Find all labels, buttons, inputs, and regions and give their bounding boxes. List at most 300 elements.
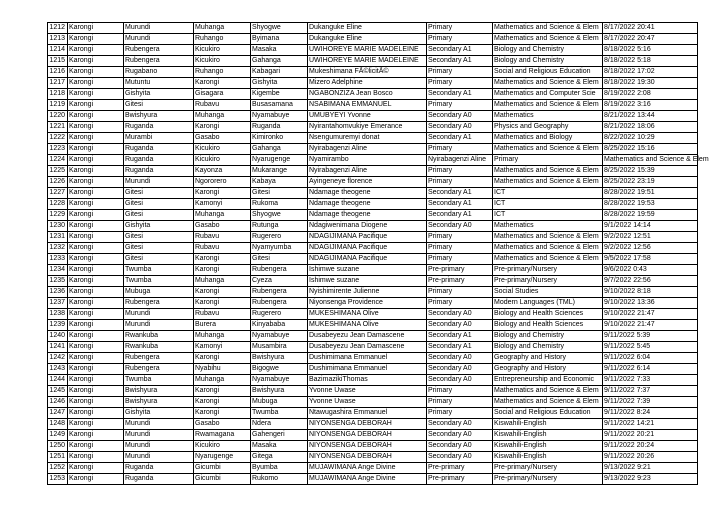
table-cell: Karongi — [68, 34, 124, 45]
table-row — [48, 144, 698, 155]
table-cell: Pre-primary/Nursery — [493, 265, 603, 276]
table-cell: 1225 — [48, 166, 68, 177]
table-cell: NDAGIJIMANA Pacifique — [308, 243, 427, 254]
table-cell: Karongi — [68, 452, 124, 463]
table-cell: ICT — [493, 199, 603, 210]
table-row — [48, 122, 698, 133]
table-cell: Kicukiro — [194, 144, 251, 155]
table-cell: ICT — [493, 210, 603, 221]
table-cell: NIYONSENGA DEBORAH — [308, 441, 427, 452]
table-cell: Mathematics and Science & Elem — [493, 23, 603, 34]
table-cell: Gitesi — [124, 254, 194, 265]
table-cell: Mathematics and Science & Elem — [493, 78, 603, 89]
table-cell: Pre-primary — [427, 474, 493, 485]
table-cell: Primary — [427, 100, 493, 111]
table-cell: Ndagiwenimana Diogene — [308, 221, 427, 232]
table-cell: Kicukiro — [194, 45, 251, 56]
table-cell: Karongi — [194, 254, 251, 265]
table-cell: Pre-primary — [427, 276, 493, 287]
table-cell: MUJAWIMANA Ange Divine — [308, 463, 427, 474]
table-cell: Murundi — [124, 441, 194, 452]
table-cell: 8/28/2022 19:53 — [603, 199, 698, 210]
table-cell: Rubavu — [194, 309, 251, 320]
table-cell: Karongi — [68, 375, 124, 386]
table-cell: 1249 — [48, 430, 68, 441]
table-cell: 8/18/2022 5:18 — [603, 56, 698, 67]
table-cell: Ruganda — [124, 166, 194, 177]
table-cell: Pre-primary/Nursery — [493, 276, 603, 287]
table-cell: Secondary A0 — [427, 375, 493, 386]
table-cell: Biology and Health Sciences — [493, 309, 603, 320]
table-cell: Masaka — [251, 45, 308, 56]
table-cell: Pre-primary/Nursery — [493, 463, 603, 474]
table-cell: Secondary A0 — [427, 221, 493, 232]
table-cell: Mutuntu — [124, 78, 194, 89]
table-cell: Primary — [427, 78, 493, 89]
table-cell: Secondary A0 — [427, 364, 493, 375]
table-cell: Busasamana — [251, 100, 308, 111]
table-cell: 1212 — [48, 23, 68, 34]
table-cell: 8/18/2022 17:02 — [603, 67, 698, 78]
table-cell: Karongi — [68, 188, 124, 199]
table-cell: Mathematics — [493, 221, 603, 232]
table-cell: Rubengera — [124, 56, 194, 67]
table-cell: Ruganda — [124, 463, 194, 474]
table-row — [48, 441, 698, 452]
table-cell: Secondary A1 — [427, 210, 493, 221]
table-row — [48, 166, 698, 177]
table-cell: Byumba — [251, 463, 308, 474]
table-cell: 9/11/2022 7:39 — [603, 397, 698, 408]
table-cell: Twumba — [124, 265, 194, 276]
table-cell: Bwishyura — [251, 353, 308, 364]
table-cell: NDAGIJIMANA Pacifique — [308, 254, 427, 265]
table-cell: Mathematics and Biology — [493, 133, 603, 144]
table-cell: Karongi — [68, 210, 124, 221]
table-cell: Mukarange — [251, 166, 308, 177]
table-cell: NIYONSENGA DEBORAH — [308, 430, 427, 441]
table-cell: Geography and History — [493, 364, 603, 375]
table-cell: Karongi — [68, 243, 124, 254]
table-cell: 9/2/2022 12:51 — [603, 232, 698, 243]
table-row — [48, 419, 698, 430]
table-cell: Gitesi — [124, 188, 194, 199]
table-cell: Cyeza — [251, 276, 308, 287]
table-cell: Nyamabuye — [251, 375, 308, 386]
table-cell: 9/11/2022 8:24 — [603, 408, 698, 419]
table-cell: Karongi — [68, 320, 124, 331]
table-cell: Mathematics — [493, 111, 603, 122]
table-cell: 9/10/2022 8:18 — [603, 287, 698, 298]
table-cell: Ayingeneye florence — [308, 177, 427, 188]
table-cell: Ruganda — [124, 155, 194, 166]
table-cell: Karongi — [68, 232, 124, 243]
table-cell: Karongi — [194, 397, 251, 408]
table-cell: Murundi — [124, 34, 194, 45]
table-cell: 1224 — [48, 155, 68, 166]
table-cell: Mathematics and Science & Elem — [493, 397, 603, 408]
table-cell: 1233 — [48, 254, 68, 265]
table-row — [48, 342, 698, 353]
table-cell: Gasabo — [194, 419, 251, 430]
table-cell: Ndamage theogene — [308, 210, 427, 221]
table-cell: 1240 — [48, 331, 68, 342]
table-cell: Primary — [493, 155, 603, 166]
table-cell: 8/19/2022 2:08 — [603, 89, 698, 100]
table-cell: Gitesi — [124, 199, 194, 210]
table-row — [48, 331, 698, 342]
table-cell: Bwishyura — [124, 397, 194, 408]
table-cell: Mathematics and Science & Elem — [493, 386, 603, 397]
table-cell: Nyarugenge — [194, 452, 251, 463]
table-cell: Karongi — [68, 155, 124, 166]
table-cell: Gitega — [251, 452, 308, 463]
table-cell: 1227 — [48, 188, 68, 199]
table-cell: Ndera — [251, 419, 308, 430]
table-cell: Niyonsenga Providence — [308, 298, 427, 309]
table-cell: Karongi — [68, 67, 124, 78]
table-row — [48, 188, 698, 199]
table-cell: Bwishyura — [251, 386, 308, 397]
table-cell: Primary — [427, 144, 493, 155]
table-cell: Secondary A0 — [427, 430, 493, 441]
table-cell: 1222 — [48, 133, 68, 144]
table-cell: Twumba — [251, 408, 308, 419]
table-cell: 8/28/2022 19:51 — [603, 188, 698, 199]
table-row — [48, 111, 698, 122]
table-row — [48, 408, 698, 419]
table-cell: 9/11/2022 5:39 — [603, 331, 698, 342]
table-cell: Secondary A1 — [427, 56, 493, 67]
table-cell: Primary — [427, 23, 493, 34]
table-cell: 9/1/2022 14:14 — [603, 221, 698, 232]
table-row — [48, 199, 698, 210]
table-cell: 9/6/2022 0:43 — [603, 265, 698, 276]
table-cell: Murundi — [124, 320, 194, 331]
table-cell: Secondary A1 — [427, 45, 493, 56]
table-cell: 1239 — [48, 320, 68, 331]
table-cell: Byimana — [251, 34, 308, 45]
table-cell: 1245 — [48, 386, 68, 397]
table-cell: Gitesi — [124, 210, 194, 221]
table-cell: NDAGIJIMANA Pacifique — [308, 232, 427, 243]
table-cell: Yvonne Uwase — [308, 386, 427, 397]
table-cell: NGABONZIZA Jean Bosco — [308, 89, 427, 100]
table-cell: Masaka — [251, 441, 308, 452]
table-cell: 1247 — [48, 408, 68, 419]
table-cell: Geography and History — [493, 353, 603, 364]
table-cell: Nyamyumba — [251, 243, 308, 254]
table-cell: Kinyababa — [251, 320, 308, 331]
table-cell: Rubengera — [251, 298, 308, 309]
table-cell: MUKESHIMANA Olive — [308, 309, 427, 320]
table-cell: Primary — [427, 166, 493, 177]
table-cell: Gishyita — [124, 408, 194, 419]
table-cell: Entrepreneurship and Economic — [493, 375, 603, 386]
table-cell: Mathematics and Science & Elem — [493, 166, 603, 177]
table-cell: Secondary A0 — [427, 111, 493, 122]
table-cell: 1234 — [48, 265, 68, 276]
table-cell: Rugerero — [251, 309, 308, 320]
table-cell: 1228 — [48, 199, 68, 210]
table-cell: Ntawugashira Emmanuel — [308, 408, 427, 419]
table-cell: Gahanga — [251, 56, 308, 67]
table-cell: Dusabeyezu Jean Damascene — [308, 342, 427, 353]
table-cell: Primary — [427, 243, 493, 254]
table-cell: Gitesi — [251, 188, 308, 199]
table-cell: Nyirabagenzi Aline — [308, 144, 427, 155]
table-cell: Dukanguke Eline — [308, 34, 427, 45]
table-cell: Karongi — [194, 265, 251, 276]
table-cell: Karongi — [68, 78, 124, 89]
table-cell: 8/18/2022 5:16 — [603, 45, 698, 56]
table-cell: 8/22/2022 10:29 — [603, 133, 698, 144]
table-cell: 8/25/2022 15:16 — [603, 144, 698, 155]
table-cell: Bwishyura — [124, 111, 194, 122]
table-cell: 1226 — [48, 177, 68, 188]
table-cell: Gicumbi — [194, 463, 251, 474]
table-cell: 9/5/2022 17:58 — [603, 254, 698, 265]
table-cell: Gitesi — [124, 100, 194, 111]
table-row — [48, 100, 698, 111]
table-cell: Mukeshimana FÃ©licitÃ© — [308, 67, 427, 78]
table-cell: Bigogwe — [251, 364, 308, 375]
table-cell: Rubengera — [251, 287, 308, 298]
table-row — [48, 221, 698, 232]
table-cell: Nyamabuye — [251, 111, 308, 122]
table-cell: Nyishimirente Julienne — [308, 287, 427, 298]
table-cell: Kiswahili-English — [493, 430, 603, 441]
table-cell: Karongi — [68, 177, 124, 188]
table-cell: 1238 — [48, 309, 68, 320]
table-cell: MUKESHIMANA Olive — [308, 320, 427, 331]
table-cell: 9/10/2022 21:47 — [603, 309, 698, 320]
table-cell: Karongi — [194, 78, 251, 89]
table-cell: Gishyita — [251, 78, 308, 89]
table-cell: Mathematics and Computer Scie — [493, 89, 603, 100]
table-row — [48, 78, 698, 89]
table-cell: Karongi — [68, 265, 124, 276]
table-cell: 8/17/2022 20:47 — [603, 34, 698, 45]
table-cell: Murundi — [124, 452, 194, 463]
table-cell: Dushimimana Emmanuel — [308, 364, 427, 375]
table-cell: 8/21/2022 13:44 — [603, 111, 698, 122]
table-cell: Social and Religious Education — [493, 67, 603, 78]
table-cell: Rubengera — [124, 298, 194, 309]
table-cell: Dushimimana Emmanuel — [308, 353, 427, 364]
table-cell: 8/19/2022 3:16 — [603, 100, 698, 111]
table-cell: 9/11/2022 20:24 — [603, 441, 698, 452]
table-cell: Karongi — [68, 474, 124, 485]
table-cell: 1229 — [48, 210, 68, 221]
table-cell: 9/11/2022 14:21 — [603, 419, 698, 430]
table-cell: Karongi — [68, 364, 124, 375]
table-cell: Kiswahili-English — [493, 441, 603, 452]
table-cell: Mathematics and Science & Elem — [493, 177, 603, 188]
table-row — [48, 386, 698, 397]
table-cell: Kamonyi — [194, 342, 251, 353]
table-cell: Mathematics and Science & Elem — [493, 243, 603, 254]
table-cell: Rugerero — [251, 232, 308, 243]
table-row — [48, 177, 698, 188]
table-cell: Karongi — [68, 89, 124, 100]
table-cell: Ruganda — [124, 144, 194, 155]
table-cell: Karongi — [194, 287, 251, 298]
table-cell: 1246 — [48, 397, 68, 408]
table-cell: 1216 — [48, 67, 68, 78]
table-cell: Karongi — [68, 309, 124, 320]
table-cell: Karongi — [68, 353, 124, 364]
table-cell: Kayonza — [194, 166, 251, 177]
table-cell: 9/11/2022 7:37 — [603, 386, 698, 397]
table-cell: Kiswahili-English — [493, 452, 603, 463]
table-cell: Gasabo — [194, 133, 251, 144]
table-cell: Karongi — [68, 144, 124, 155]
table-cell: Karongi — [68, 287, 124, 298]
table-cell: Karongi — [194, 122, 251, 133]
table-cell: Burera — [194, 320, 251, 331]
table-cell: 9/10/2022 13:36 — [603, 298, 698, 309]
table-cell: ICT — [493, 188, 603, 199]
table-cell: Rwamagana — [194, 430, 251, 441]
table-cell: Secondary A1 — [427, 188, 493, 199]
table-cell: Karongi — [68, 331, 124, 342]
table-cell: Muhanga — [194, 375, 251, 386]
table-cell: Rwankuba — [124, 342, 194, 353]
table-row — [48, 34, 698, 45]
table-cell: Mathematics and Science & Elem — [493, 100, 603, 111]
table-cell: Rubengera — [251, 265, 308, 276]
table-cell: Nyabihu — [194, 364, 251, 375]
table-cell: 1253 — [48, 474, 68, 485]
table-cell: Muhanga — [194, 331, 251, 342]
table-cell: Secondary A0 — [427, 419, 493, 430]
table-cell: Ruhango — [194, 34, 251, 45]
table-cell: 1215 — [48, 56, 68, 67]
table-cell: Kabaya — [251, 177, 308, 188]
table-cell: Muhanga — [194, 23, 251, 34]
table-cell: Mathematics and Science & Elem — [493, 254, 603, 265]
table-cell: 1235 — [48, 276, 68, 287]
table-cell: Ndamage theogene — [308, 188, 427, 199]
table-cell: Primary — [427, 34, 493, 45]
table-cell: Rubavu — [194, 100, 251, 111]
table-cell: Karongi — [68, 254, 124, 265]
table-cell: Primary — [427, 408, 493, 419]
table-cell: Biology and Chemistry — [493, 342, 603, 353]
table-cell: 1251 — [48, 452, 68, 463]
table-cell: Secondary A1 — [427, 133, 493, 144]
table-cell: 8/28/2022 19:59 — [603, 210, 698, 221]
table-cell: Karongi — [68, 342, 124, 353]
table-body — [48, 23, 709, 485]
table-cell: Biology and Health Sciences — [493, 320, 603, 331]
table-row — [48, 155, 698, 166]
table-cell: Dusabeyezu Jean Damascene — [308, 331, 427, 342]
table-cell: Kimironko — [251, 133, 308, 144]
table-cell: Gisagara — [194, 89, 251, 100]
table-cell: Primary — [427, 298, 493, 309]
table-cell: 1232 — [48, 243, 68, 254]
table-cell: Ruganda — [124, 474, 194, 485]
table-cell: Rubengera — [124, 364, 194, 375]
table-cell: Gahanga — [251, 144, 308, 155]
table-row — [48, 133, 698, 144]
table-cell: Kicukiro — [194, 56, 251, 67]
table-cell: 1250 — [48, 441, 68, 452]
table-cell: Primary — [427, 177, 493, 188]
table-row — [48, 23, 698, 34]
table-cell: Kiswahili-English — [493, 419, 603, 430]
table-cell: Ruganda — [251, 122, 308, 133]
table-cell: Murundi — [124, 430, 194, 441]
table-cell: 9/13/2022 9:21 — [603, 463, 698, 474]
table-cell: Karongi — [68, 100, 124, 111]
table-cell: Secondary A1 — [427, 89, 493, 100]
table-cell: 9/11/2022 6:04 — [603, 353, 698, 364]
table-cell: Karongi — [68, 199, 124, 210]
table-cell: Murundi — [124, 23, 194, 34]
table-cell: Karongi — [194, 298, 251, 309]
table-cell: 9/11/2022 20:21 — [603, 430, 698, 441]
table-cell: Rukoma — [251, 199, 308, 210]
table-cell: Gahengeri — [251, 430, 308, 441]
table-cell: Nyamirambo — [308, 155, 427, 166]
table-cell: Murundi — [124, 309, 194, 320]
table-cell: 1231 — [48, 232, 68, 243]
table-cell: Primary — [427, 287, 493, 298]
table-row — [48, 232, 698, 243]
table-cell: UMUBYEYI Yvonne — [308, 111, 427, 122]
table-row — [48, 89, 698, 100]
table-cell: Kamonyi — [194, 199, 251, 210]
table-cell: 1252 — [48, 463, 68, 474]
table-cell: Secondary A0 — [427, 452, 493, 463]
table-cell: Twumba — [124, 276, 194, 287]
table-cell: Kabagari — [251, 67, 308, 78]
spreadsheet-table-container — [47, 22, 709, 485]
table-cell: 9/10/2022 21:47 — [603, 320, 698, 331]
table-cell: Murambi — [124, 133, 194, 144]
table-cell: Karongi — [68, 386, 124, 397]
table-cell: Secondary A1 — [427, 331, 493, 342]
table-cell: 9/7/2022 22:56 — [603, 276, 698, 287]
table-cell: Nyarugenge — [251, 155, 308, 166]
table-cell: Muhanga — [194, 276, 251, 287]
table-cell: 1241 — [48, 342, 68, 353]
table-cell: Ruganda — [124, 122, 194, 133]
table-cell: Karongi — [68, 276, 124, 287]
table-cell: UWIHOREYE MARIE MADELEINE — [308, 45, 427, 56]
table-cell: 1244 — [48, 375, 68, 386]
table-cell: Karongi — [68, 463, 124, 474]
table-cell: Secondary A0 — [427, 353, 493, 364]
table-cell: Karongi — [68, 23, 124, 34]
table-cell: Rugabano — [124, 67, 194, 78]
table-cell: 1217 — [48, 78, 68, 89]
table-cell: Karongi — [68, 133, 124, 144]
table-cell: Secondary A0 — [427, 441, 493, 452]
table-cell: Biology and Chemistry — [493, 331, 603, 342]
table-cell: 8/17/2022 20:41 — [603, 23, 698, 34]
table-cell: Karongi — [68, 397, 124, 408]
table-cell: Physics and Geography — [493, 122, 603, 133]
table-row — [48, 375, 698, 386]
table-cell: Pre-primary — [427, 463, 493, 474]
table-cell: Primary — [427, 386, 493, 397]
table-cell: Muhanga — [194, 210, 251, 221]
table-cell: Rubavu — [194, 232, 251, 243]
